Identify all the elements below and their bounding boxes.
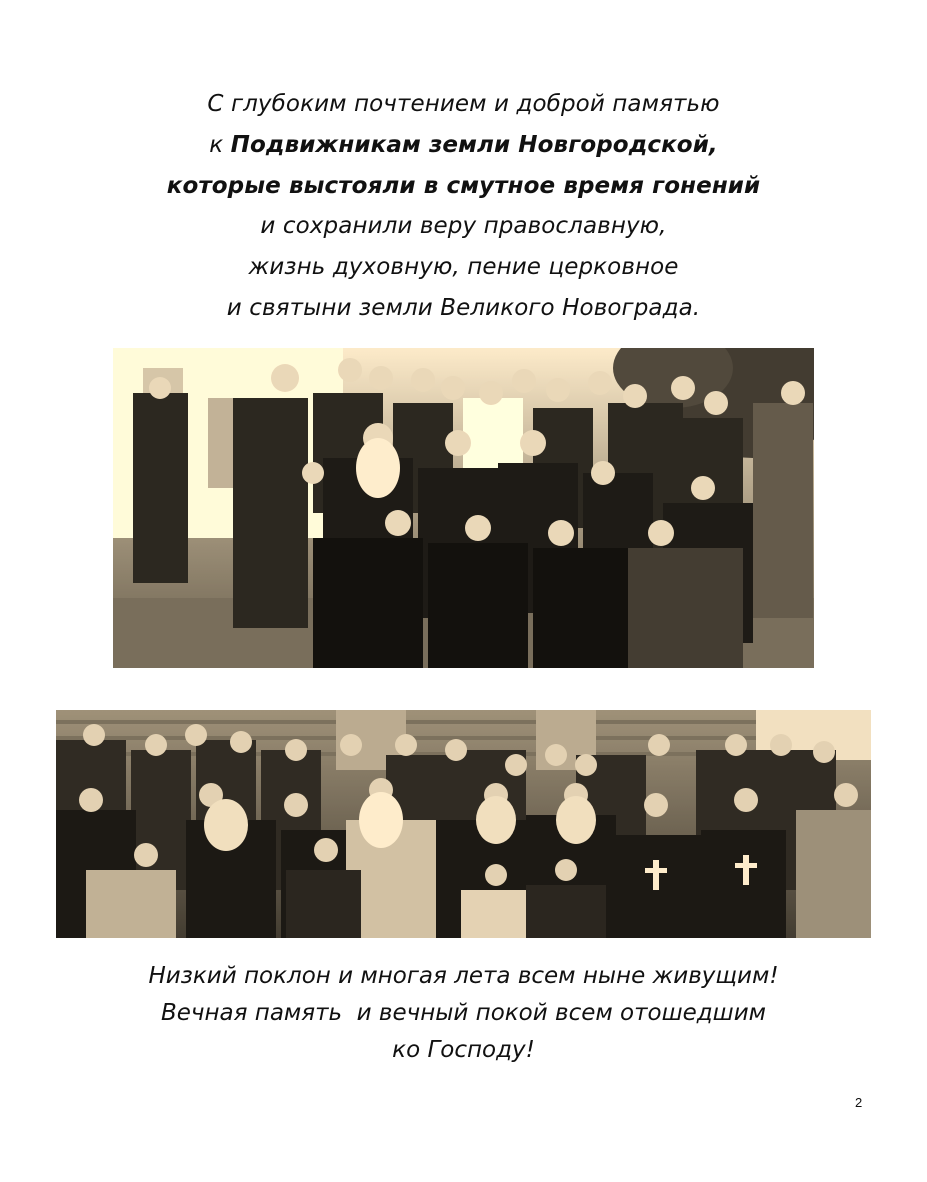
dedication-line-2-bold: Подвижникам земли Новгородской, [230,131,718,158]
group-photo-upper-image [113,348,814,668]
page-number: 2 [855,1095,863,1110]
closing-line-3: ко Господу! [392,1037,535,1063]
dedication-line-5: жизнь духовную, пение церковное [248,254,679,281]
dedication-line-2 [0,125,927,166]
dedication-line-1: С глубоким почтением и доброй памятью [207,91,720,117]
dedication-line-2-prefix: к [209,131,231,158]
closing-line-2: Вечная память и вечный покой всем отошедшим [160,1000,767,1026]
closing-text [0,958,927,1069]
closing-line-1: Низкий поклон и многая лета всем ныне живущим! [148,963,779,989]
dedication-line-4: и сохранили веру православную, [260,213,667,240]
group-photo-lower-image [56,710,871,938]
dedication-line-3-bold: которые выстояли в смутное время гонений [166,172,761,199]
dedication-line-6: и святыни земли Великого Новограда. [226,294,701,321]
dedication-text [0,84,927,329]
group-photo-upper [113,348,814,668]
group-photo-lower [56,710,871,938]
dedication-line-3 [0,166,927,207]
